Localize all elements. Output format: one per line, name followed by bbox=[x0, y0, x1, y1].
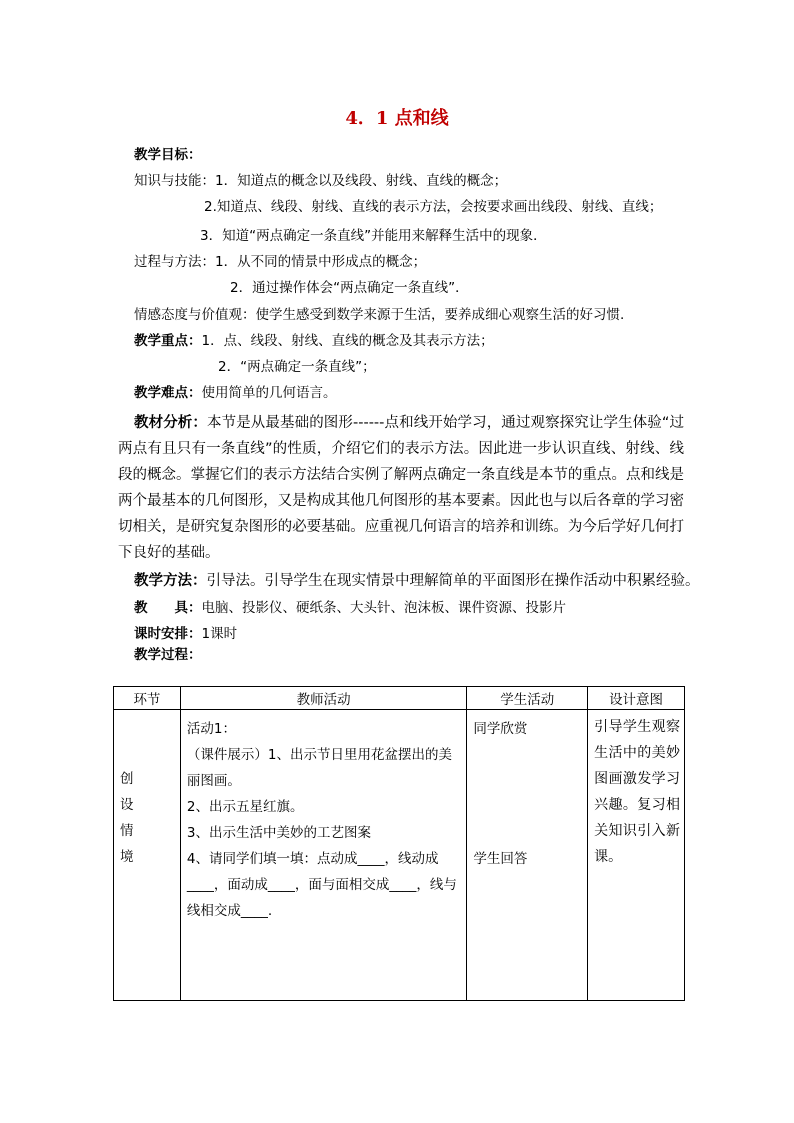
intent-cell bbox=[588, 710, 685, 1001]
teacher-activity-line: 3、出示生活中美妙的工艺图案 bbox=[186, 825, 371, 841]
method bbox=[134, 571, 700, 591]
header-intent: 设计意图 bbox=[588, 687, 685, 710]
key-points-label: 教学重点： bbox=[134, 333, 202, 349]
goal-line: 情感态度与价值观：使学生感受到数学来源于生活，要养成细心观察生活的好习惯. bbox=[134, 307, 625, 323]
table-header-row bbox=[114, 687, 685, 710]
table-row bbox=[114, 710, 685, 1001]
teacher-activity-line: 4、请同学们填一填：点动成____，线动成____，面动成____，面与面相交成____，线与线相交成____. bbox=[186, 851, 457, 919]
header-student: 学生活动 bbox=[467, 687, 588, 710]
goal-line: 2．通过操作体会“两点确定一条直线”． bbox=[230, 280, 469, 296]
student-activity-line: 学生回答 bbox=[473, 851, 528, 867]
stage-char: 创 bbox=[120, 771, 134, 787]
analysis-text: 本节是从最基础的图形------点和线开始学习，通过观察探究让学生体验“过两点有且只有一条直线”的性质，介绍它们的表示方法。因此进一步认识直线、射线、线段的概念。掌握它们的表示方法结合实例了解两点确定一条直线是本节的重点。点和线是两个最基本的几何图形，又是构成其他几何图形的基本要素。因此也与以后各章的学习密切相关，是研究复杂图形的必要基础。应重视几何语言的培养和训练。为今后学好几何打下良好的基础。 bbox=[118, 415, 684, 561]
schedule-label: 课时安排： bbox=[134, 626, 202, 642]
process-table bbox=[113, 686, 685, 1001]
goals-heading: 教学目标： bbox=[134, 147, 202, 163]
difficulty bbox=[134, 383, 337, 403]
page-title: 4．1 点和线 bbox=[345, 108, 449, 129]
teacher-activity-line: （课件展示）1、出示节日里用花盆摆出的美丽图画。 bbox=[186, 747, 452, 789]
goal-line: 2.知道点、线段、射线、直线的表示方法，会按要求画出线段、射线、直线； bbox=[204, 199, 663, 215]
teacher-activity-cell bbox=[180, 710, 466, 1001]
intent-text: 引导学生观察生活中的美妙图画激发学习兴趣。复习相关知识引入新课。 bbox=[594, 719, 680, 865]
key-points-item: 1．点、线段、射线、直线的概念及其表示方法； bbox=[201, 333, 494, 349]
tools bbox=[134, 598, 566, 618]
method-label: 教学方法： bbox=[134, 573, 207, 589]
header-stage: 环节 bbox=[114, 687, 181, 710]
difficulty-label: 教学难点： bbox=[134, 385, 202, 401]
goal-line: 过程与方法：1．从不同的情景中形成点的概念； bbox=[134, 254, 427, 270]
stage-cell bbox=[114, 710, 181, 1001]
method-text: 引导法。引导学生在现实情景中理解简单的平面图形在操作活动中积累经验。 bbox=[206, 573, 700, 589]
teacher-activity-line: 活动1： bbox=[186, 721, 236, 737]
schedule bbox=[134, 624, 237, 644]
header-teacher: 教师活动 bbox=[180, 687, 466, 710]
stage-char: 设 bbox=[120, 797, 134, 813]
tools-text: 电脑、投影仪、硬纸条、大头针、泡沫板、课件资源、投影片 bbox=[201, 600, 566, 616]
difficulty-text: 使用简单的几何语言。 bbox=[201, 385, 337, 401]
tools-label: 教 具： bbox=[134, 600, 202, 616]
goal-line: 知识与技能：1．知道点的概念以及线段、射线、直线的概念； bbox=[134, 173, 508, 189]
key-points bbox=[134, 331, 494, 351]
student-activity-line: 同学欣赏 bbox=[473, 721, 528, 737]
student-activity-cell bbox=[467, 710, 588, 1001]
process-heading: 教学过程： bbox=[134, 647, 202, 663]
analysis-paragraph bbox=[118, 410, 684, 566]
teacher-activity-line: 2、出示五星红旗。 bbox=[186, 799, 304, 815]
key-points-item: 2．“两点确定一条直线”； bbox=[218, 359, 376, 375]
stage-char: 境 bbox=[120, 849, 134, 865]
schedule-text: 1课时 bbox=[201, 626, 238, 642]
analysis-label: 教材分析： bbox=[134, 415, 207, 431]
goal-line: 3．知道“两点确定一条直线”并能用来解释生活中的现象． bbox=[200, 228, 547, 244]
stage-char: 情 bbox=[120, 823, 134, 839]
